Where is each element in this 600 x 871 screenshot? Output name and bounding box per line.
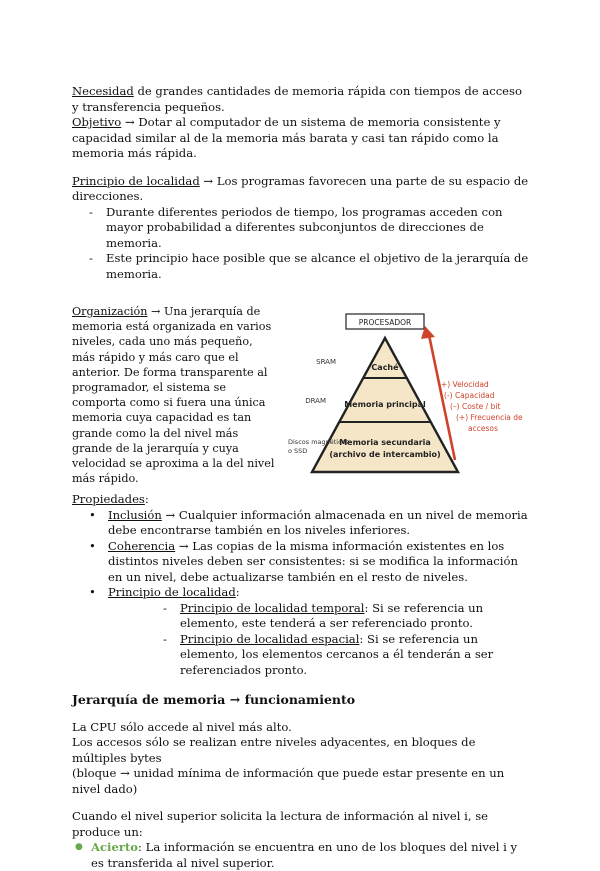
swap-file-label: (archivo de intercambio) <box>329 450 441 459</box>
cost-label: (–) Coste / bit <box>450 402 501 411</box>
frequency-label: (+) Frecuencia de <box>456 413 523 422</box>
ssd-label: o SSD <box>288 447 308 455</box>
locality-text: → Los programas favorecen una parte de su espacio de direcciones. <box>72 173 529 203</box>
spatial-locality-label: Principio de localidad espacial <box>180 631 360 646</box>
list-item <box>108 632 532 679</box>
locality-principle-label: Principio de localidad <box>108 585 236 599</box>
list-item <box>72 585 532 678</box>
locality-sub-list <box>108 601 532 679</box>
locality-principle-text: : <box>235 585 240 599</box>
need-label: Necesidad <box>72 84 134 98</box>
memory-hierarchy-diagram <box>284 312 544 487</box>
inclusion-text: → Cualquier información almacenada en un nivel de memoria debe encontrarse también en los niveles inferiores. <box>108 507 528 537</box>
adjacent-levels-line: Los accesos sólo se realizan entre niveles adyacentes, en bloques de múltiples bytes <box>72 735 476 765</box>
organization-text: → Una jerarquía de memoria está organizada en varios niveles, cada uno más pequeño, más rápido y más caro que el anterior. De forma transparente al programador, el sistema se comporta como si fuera una única memoria cuya capacidad es tan grande como la del nivel más grande de la jerarquía y cuya velocidad se aproxima a la del nivel más rápido. <box>72 305 275 486</box>
main-memory-level-label: Memoria principal <box>344 400 426 409</box>
coherence-text: → Las copias de la misma información existentes en los distintos niveles deben ser consistentes: si se modifica la información en un nivel, debe actualizarse también en el resto de niveles. <box>108 538 518 584</box>
accesses-label: accesos <box>468 424 498 433</box>
cpu-access-line: La CPU sólo accede al nivel más alto. <box>72 719 292 734</box>
spatial-locality-text: : Si se referencia un elemento, los elementos cercanos a él tenderán a ser referenciados pronto. <box>180 631 494 677</box>
pyramid-figure <box>284 312 544 487</box>
block-definition-line: (bloque → unidad mínima de información que puede estar presente en un nivel dado) <box>72 766 505 796</box>
organization-label: Organización <box>72 305 148 318</box>
secondary-memory-level-label: Memoria secundaria <box>339 438 431 447</box>
capacity-label: (-) Capacidad <box>444 391 495 400</box>
processor-label: PROCESADOR <box>358 318 412 327</box>
list-item: - Durante diferentes periodos de tiempo, los programas acceden con mayor probabilidad a diferentes subconjuntos de direcciones de memoria. <box>72 205 532 252</box>
list-item <box>72 840 532 871</box>
hit-list <box>72 840 532 871</box>
need-paragraph <box>72 84 532 162</box>
properties-heading: Propiedades: <box>72 492 149 506</box>
speed-label: (+) Velocidad <box>438 380 489 389</box>
magnetic-disks-label: Discos magnéticos <box>288 438 350 446</box>
read-request-line: Cuando el nivel superior solicita la lectura de información al nivel i, se produce un: <box>72 809 488 839</box>
coherence-label: Coherencia <box>108 538 176 553</box>
section-heading: Jerarquía de memoria → funcionamiento <box>72 692 356 707</box>
list-item <box>72 539 532 586</box>
properties-label: Propiedades <box>72 492 145 506</box>
cpu-access-paragraph <box>72 720 532 798</box>
properties-list <box>72 508 532 679</box>
properties-section <box>72 492 532 678</box>
need-text: de grandes cantidades de memoria rápida con tiempos de acceso y transferencia pequeños. <box>72 84 522 114</box>
list-item: - Este principio hace posible que se alcance el objetivo de la jerarquía de memoria. <box>72 251 532 282</box>
organization-paragraph <box>72 304 277 486</box>
dram-label: DRAM <box>305 397 326 405</box>
hit-text: : La información se encuentra en uno de los bloques del nivel i y es transferida al nivel superior. <box>91 840 518 870</box>
temporal-locality-text: : Si se referencia un elemento, este tenderá a ser referenciado pronto. <box>180 600 484 630</box>
locality-label: Principio de localidad <box>72 173 200 188</box>
objective-text: → Dotar al computador de un sistema de memoria consistente y capacidad similar al de la memoria más barata y casi tan rápido como la memoria más rápida. <box>72 115 501 160</box>
cache-level-label: Caché <box>371 363 399 372</box>
sram-label: SRAM <box>316 358 336 366</box>
list-item <box>108 601 532 632</box>
list-item <box>72 508 532 539</box>
organization-section <box>72 304 532 486</box>
objective-label: Objetivo <box>72 115 122 129</box>
locality-paragraph <box>72 174 532 205</box>
locality-list <box>72 205 532 283</box>
document-page <box>72 84 532 871</box>
hit-label: Acierto <box>91 840 139 854</box>
inclusion-label: Inclusión <box>108 507 162 522</box>
temporal-locality-label: Principio de localidad temporal <box>180 600 365 615</box>
